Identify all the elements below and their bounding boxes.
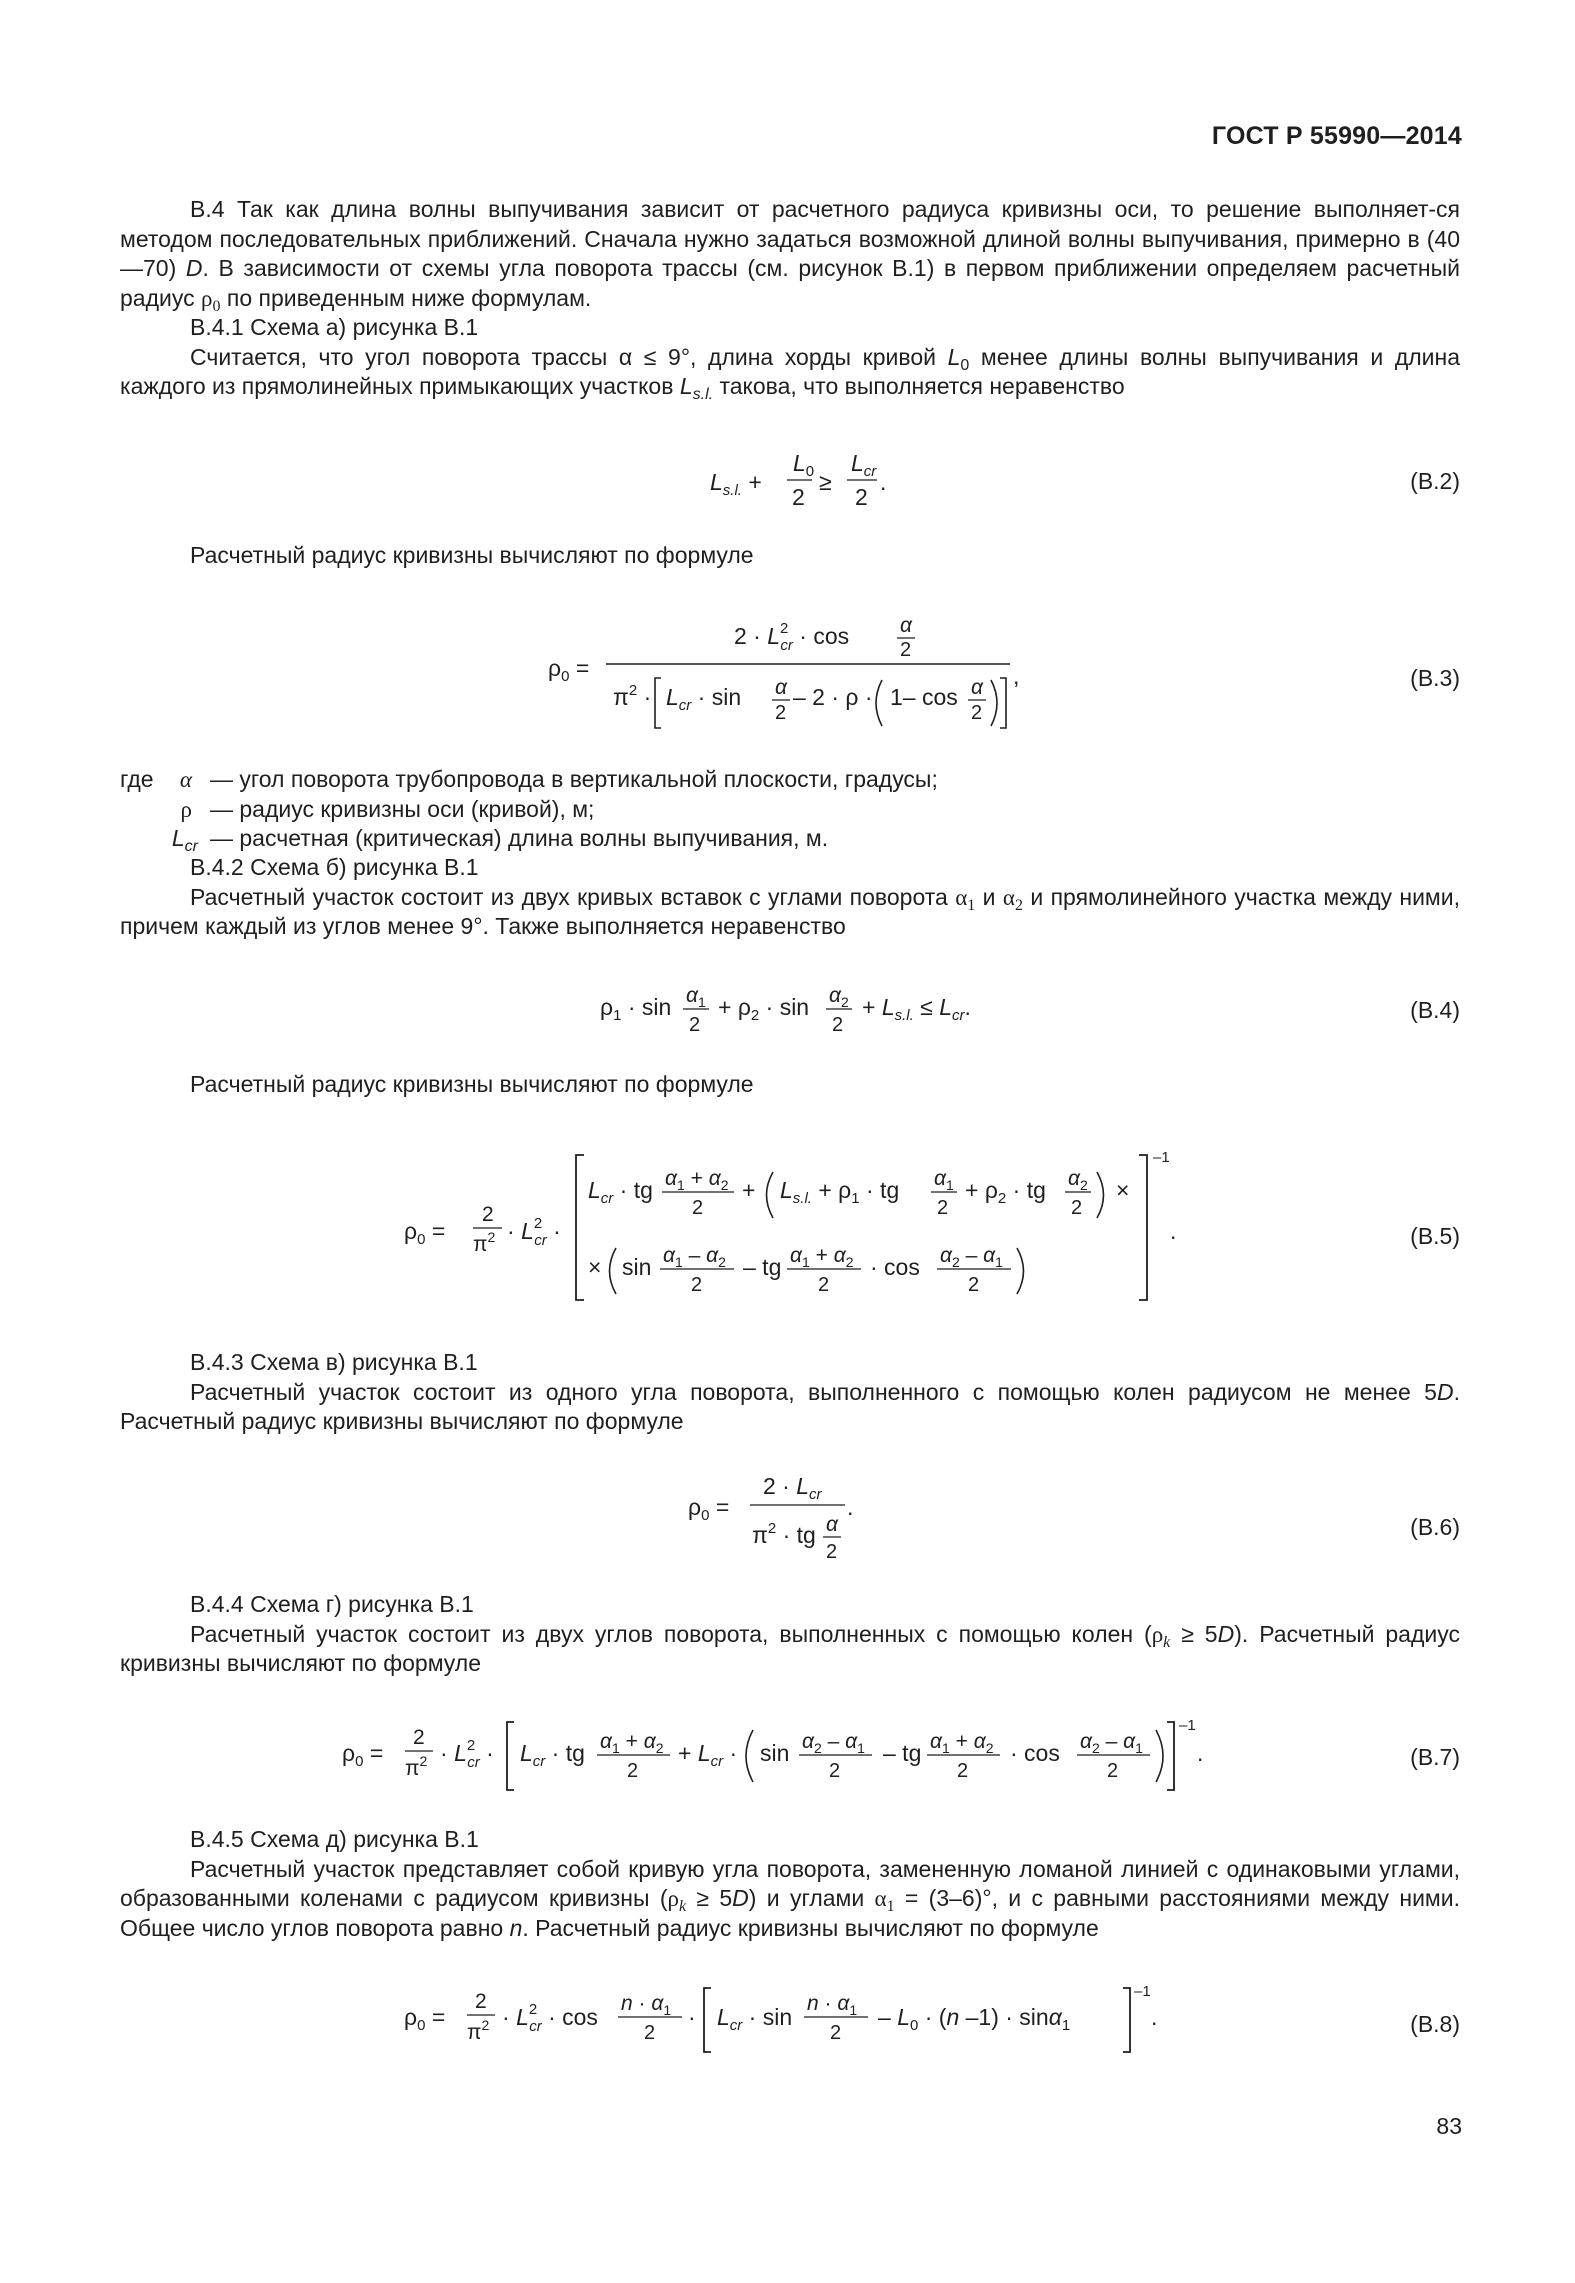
page-number: 83 (1436, 2113, 1462, 2139)
svg-text:L0: $L_0$ (793, 450, 815, 480)
svg-text:2: 2 (937, 1197, 949, 1219)
svg-text:2: 2 (689, 1014, 701, 1036)
svg-text:+ Lcr ·: + $L_{cr}$ · (678, 1740, 738, 1770)
svg-text:,: , (1013, 663, 1020, 689)
equation-b2-row (120, 445, 1460, 515)
svg-text:2: 2 (900, 639, 912, 661)
formula-b4 (120, 975, 1460, 1045)
equation-b5-row (120, 1140, 1460, 1310)
svg-text:· L2cr ·: · $L^2$ cr · (440, 1737, 494, 1771)
svg-text:· L2cr ·: · $L^2$ cr · (507, 1215, 561, 1249)
svg-text:· cos: · cos (1010, 1740, 1060, 1766)
formula-b2 (120, 445, 1460, 515)
svg-text:α: α (826, 1513, 838, 1536)
svg-text:α2: $\alpha_2$ (829, 984, 849, 1010)
svg-text:π2 · tg: $\pi^2$ · tg (752, 1520, 816, 1548)
svg-text:2: 2 (818, 1274, 830, 1296)
svg-text:≥: ≥ (819, 469, 832, 495)
equation-b7-row (120, 1708, 1460, 1798)
where-label: где (120, 766, 154, 792)
svg-text:2: 2 (832, 1014, 844, 1036)
s4-paragraph: Расчетный участок состоит из двух углов поворота, выполненных с помощью колен $(\rho_k \ge 5D)$. Расчетный радиус кривизны вычисляют по формуле (120, 1620, 1460, 1676)
svg-text:×: × (588, 1254, 602, 1280)
svg-text:sin: sin (622, 1254, 652, 1280)
svg-text:ρ1 · sin: $\rho_1 \cdot \sin$ (600, 994, 672, 1024)
svg-text:2: 2 (829, 1760, 841, 1782)
svg-text:α: α (900, 614, 912, 637)
section-heading-b41: В.4.1 Схема а) рисунка В.1 (190, 314, 479, 340)
svg-text:– L0 · (n –1) · sinα1: – $L_0 \cdot (n$ –1) · sinα$_1$ (878, 2004, 1071, 2034)
svg-text:+ ρ2 · tg: + $\rho_2$ · tg (965, 1177, 1046, 1207)
equation-b4-row (120, 975, 1460, 1045)
svg-text:2 · L2cr · cos: $2 \cdot L^2$ cr · cos (734, 620, 850, 654)
svg-text:ρ0 =: $\rho_0$ = (548, 655, 590, 685)
svg-text:1– cos: 1– cos (890, 684, 958, 710)
svg-text:2 · Lcr: $2 \cdot L_{cr}$ (763, 1473, 822, 1503)
svg-text:Ls.l. +: $L_{s.l.}$ + (710, 469, 762, 499)
equation-number-b2: (В.2) (1410, 468, 1460, 494)
svg-text:ρ0 =: $\rho_0$ = (688, 1494, 730, 1524)
where-item (120, 795, 1460, 825)
svg-text:π2: $\pi^2$ (473, 1229, 496, 1256)
svg-text:– tg: – tg (743, 1254, 782, 1280)
svg-text:2: 2 (792, 484, 805, 510)
svg-text:2: 2 (968, 1274, 980, 1296)
s1-formula-intro: Расчетный радиус кривизны вычисляют по формуле (190, 542, 754, 568)
svg-text:2: 2 (830, 2022, 842, 2044)
svg-text:ρ0 =: $\rho_0$ = (404, 2004, 446, 2034)
svg-text:ρ0 =: $\rho_0$ = (342, 1740, 384, 1770)
equation-b6-row (120, 1468, 1460, 1568)
svg-text:+: + (742, 1177, 756, 1203)
where-item (120, 765, 1460, 795)
svg-text:2: 2 (691, 1274, 703, 1296)
svg-text:α1: $\alpha_1$ (686, 984, 706, 1010)
equation-number-b4: (В.4) (1410, 997, 1460, 1023)
svg-text:α1 – α2: $\alpha_1 - \alpha_2$ (663, 1244, 726, 1270)
svg-text:.: . (1170, 1218, 1177, 1244)
svg-text:2: 2 (644, 2022, 656, 2044)
svg-text:α1: $\alpha_1$ (934, 1167, 954, 1193)
equation-b3-row (120, 612, 1460, 732)
svg-text:Lcr · sin: $L_{cr} \cdot \sin$ (666, 684, 742, 714)
svg-text:×: × (1116, 1177, 1130, 1203)
svg-text:2: 2 (1107, 1760, 1119, 1782)
svg-text:+ ρ2 · sin: + $\rho_2 \cdot \sin$ (718, 994, 810, 1024)
svg-text:– tg: – tg (883, 1740, 922, 1766)
equation-number-b8: (В.8) (1410, 2011, 1460, 2037)
svg-text:.: . (880, 469, 887, 495)
svg-text:sin: sin (760, 1740, 790, 1766)
formula-b5 (120, 1140, 1460, 1310)
svg-text:2: 2 (692, 1197, 704, 1219)
svg-text:α1 + α2: $\alpha_1 + \alpha_2$ (930, 1730, 994, 1756)
svg-text:π2 ·: $\pi^2$ · (613, 682, 652, 710)
svg-text:.: . (1151, 2004, 1158, 2030)
svg-text:2: 2 (627, 1760, 639, 1782)
equation-number-b6: (В.6) (1410, 1514, 1460, 1540)
equation-number-b7: (В.7) (1410, 1744, 1460, 1770)
intro-block (120, 195, 1460, 402)
s3-block (120, 1348, 1460, 1437)
section-heading-b42: В.4.2 Схема б) рисунка В.1 (190, 854, 479, 880)
svg-text:–1: –1 (1134, 1983, 1151, 2000)
svg-text:α2: $\alpha_2$ (1068, 1167, 1088, 1193)
svg-text:Lcr: $L_{cr}$ (851, 450, 877, 480)
svg-text:Lcr · tg: $L_{cr}$ · tg (520, 1740, 585, 1770)
svg-text:α2 – α1: $\alpha_2 - \alpha_1$ (802, 1730, 865, 1756)
s2-block (120, 853, 1460, 942)
section-heading-b43: В.4.3 Схема в) рисунка В.1 (190, 1349, 478, 1375)
svg-text:.: . (1197, 1740, 1204, 1766)
svg-text:α: α (971, 676, 983, 699)
section-heading-b44: В.4.4 Схема г) рисунка В.1 (190, 1591, 474, 1617)
svg-text:Ls.l. + ρ1 · tg: $L_{s.l.} + \rho_1$ · tg (780, 1177, 900, 1207)
svg-text:α2 – α1: $\alpha_2 - \alpha_1$ (1080, 1730, 1143, 1756)
svg-text:–1: –1 (1153, 1149, 1170, 1166)
standard-header: ГОСТ Р 55990—2014 (1211, 122, 1462, 150)
svg-text:Lcr · sin: $L_{cr} \cdot \sin$ (717, 2004, 793, 2034)
where-desc: — радиус кривизны оси (кривой), м; (210, 795, 595, 822)
where-list (120, 765, 1460, 854)
formula-b6 (120, 1468, 1460, 1568)
s1-after-eq (120, 541, 1460, 571)
svg-text:2: 2 (475, 1990, 487, 2013)
svg-text:ρ0 =: $\rho_0$ = (404, 1218, 446, 1248)
svg-text:α1 + α2: $\alpha_1 + \alpha_2$ (790, 1244, 854, 1270)
s2-after-eq (120, 1070, 1460, 1100)
svg-text:– 2 · ρ ·: – 2 · ρ · (793, 684, 873, 710)
svg-text:2: 2 (482, 1203, 494, 1226)
equation-number-b3: (В.3) (1410, 665, 1460, 691)
s2-paragraph: Расчетный участок состоит из двух кривых вставок с углами поворота $\alpha_1$ и $\alpha_2$ и прямолинейного участка между ними, причем каждый из углов менее 9°. Также выполняется неравенство (120, 883, 1460, 939)
s2-formula-intro: Расчетный радиус кривизны вычисляют по формуле (190, 1071, 754, 1097)
svg-text:2: 2 (957, 1760, 969, 1782)
where-item: $L_{cr}$ — расчетная (критическая) длина волны выпучивания, м. (171, 825, 829, 855)
svg-text:π2: $\pi^2$ (467, 2017, 490, 2044)
svg-text:α2 – α1: $\alpha_2 - \alpha_1$ (940, 1244, 1003, 1270)
svg-text:2: 2 (855, 484, 868, 510)
intro-paragraph: В.4 Так как длина волны выпучивания зависит от расчетного радиуса кривизны оси, то решение выполняет-ся методом последовательных приближений. Сначала нужно задаться возможной длиной волны выпучивания, примерно в (40—70) D. В зависимости от схемы угла поворота трассы (см. рисунок В.1) в первом приближении определяем расчетный радиус $\rho_0$ по приведенным ниже формулам. (120, 196, 1460, 315)
s5-block (120, 1825, 1460, 1943)
formula-b7 (120, 1708, 1460, 1798)
svg-text:2: 2 (1071, 1197, 1083, 1219)
formula-b3 (120, 612, 1460, 732)
where-desc: — угол поворота трубопровода в вертикальной плоскости, градусы; (210, 766, 938, 792)
equation-b8-row (120, 1972, 1460, 2057)
svg-text:α1 + α2: $\alpha_1 + \alpha_2$ (665, 1167, 729, 1193)
svg-text:2: 2 (775, 702, 787, 724)
svg-text:–1: –1 (1179, 1717, 1196, 1734)
svg-text:2: 2 (826, 1541, 838, 1563)
where-symbol: α (179, 767, 192, 792)
svg-text:n · α1: $n \cdot \alpha_1$ (807, 1992, 858, 2018)
svg-text:· L2cr · cos: · $L^2$ cr · cos (502, 2001, 598, 2035)
where-desc: — расчетная (критическая) длина волны выпучивания, м. (210, 825, 829, 851)
s3-paragraph: Расчетный участок состоит из одного угла поворота, выполненного с помощью колен радиусом не менее 5D. Расчетный радиус кривизны вычисляют по формуле (120, 1378, 1460, 1434)
svg-text:+ Ls.l. ≤ Lcr.: + $L_{s.l.} \le L_{cr}$. (862, 994, 971, 1024)
svg-text:2: 2 (971, 702, 983, 724)
s4-block (120, 1590, 1460, 1679)
s1-paragraph: Считается, что угол поворота трассы α ≤ 9°, длина хорды кривой $L_0$ менее длины волны выпучивания и длина каждого из прямолинейных примыкающих участков $L_{s.l.}$ такова, что выполняется неравенство (120, 343, 1460, 403)
svg-text:2: 2 (413, 1726, 425, 1749)
svg-text:π2: $\pi^2$ (405, 1753, 428, 1780)
section-heading-b45: В.4.5 Схема д) рисунка В.1 (190, 1826, 479, 1852)
svg-text:·: · (688, 2004, 696, 2030)
s5-paragraph: Расчетный участок представляет собой кривую угла поворота, замененную ломаной линией с одинаковыми углами, образованными коленами с радиусом кривизны $(\rho_k \ge 5D)$ и углами $\alpha_1 = (3-6)^\circ$, и с равными расстояниями между ними. Общее число углов поворота равно n. Расчетный радиус кривизны вычисляют по формуле (120, 1855, 1460, 1941)
equation-number-b5: (В.5) (1410, 1223, 1460, 1249)
where-symbol: ρ (180, 796, 192, 822)
svg-text:· cos: · cos (870, 1254, 920, 1280)
svg-text:Lcr · tg: $L_{cr}$ · tg (588, 1177, 653, 1207)
svg-text:α: α (775, 676, 787, 699)
svg-text:α1 + α2: $\alpha_1 + \alpha_2$ (600, 1730, 664, 1756)
formula-b8 (120, 1972, 1460, 2057)
svg-text:.: . (847, 1494, 854, 1520)
svg-text:n · α1: $n \cdot \alpha_1$ (621, 1992, 672, 2018)
